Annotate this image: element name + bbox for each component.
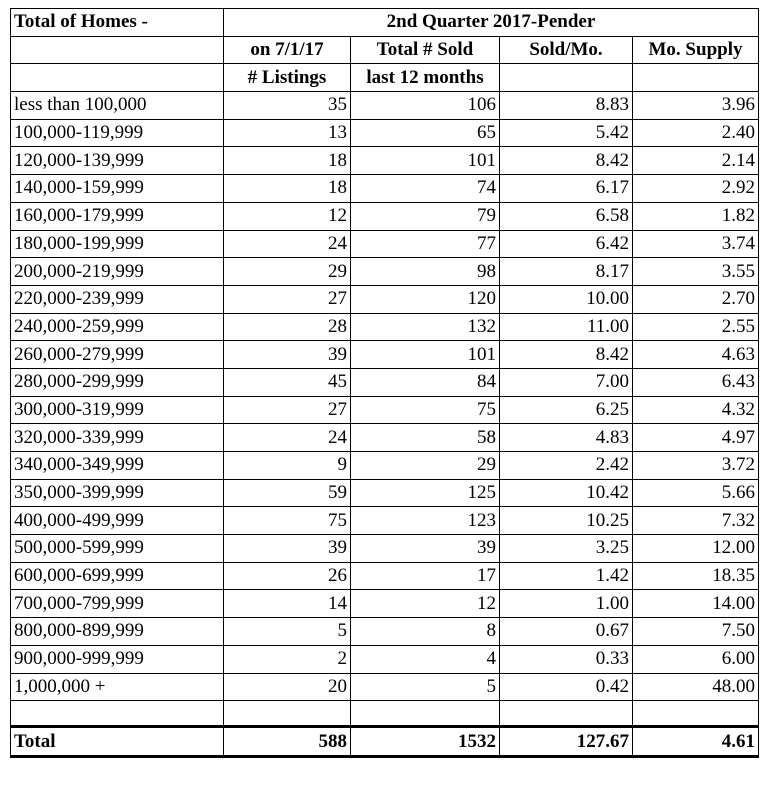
listings-cell: 18 [224, 175, 351, 203]
listings-cell: 2 [224, 645, 351, 673]
month-supply-cell: 7.32 [633, 507, 759, 535]
month-supply-cell: 2.40 [633, 119, 759, 147]
table-row [11, 590, 759, 618]
listings-cell: 13 [224, 119, 351, 147]
table-row [11, 618, 759, 646]
sold-cell: 125 [351, 479, 500, 507]
sold-per-month-cell: 10.42 [500, 479, 633, 507]
table-row [11, 424, 759, 452]
sold-cell: 39 [351, 535, 500, 563]
table-row [11, 230, 759, 258]
listings-cell: 24 [224, 230, 351, 258]
sold-per-month-cell: 6.58 [500, 202, 633, 230]
sold-per-month-cell: 6.17 [500, 175, 633, 203]
sold-per-month-cell: 5.42 [500, 119, 633, 147]
quarter-title: 2nd Quarter 2017-Pender [224, 9, 759, 37]
sold-per-month-cell: 1.42 [500, 562, 633, 590]
month-supply-cell: 6.00 [633, 645, 759, 673]
table-row [11, 673, 759, 701]
col-sold-line2: last 12 months [351, 64, 500, 92]
price-range-cell: 240,000-259,999 [11, 313, 224, 341]
sold-per-month-cell: 0.67 [500, 618, 633, 646]
sold-cell: 29 [351, 452, 500, 480]
sold-cell: 101 [351, 341, 500, 369]
price-range-cell: less than 100,000 [11, 92, 224, 120]
listings-cell: 27 [224, 285, 351, 313]
sold-per-month-cell: 8.83 [500, 92, 633, 120]
price-range-cell: 320,000-339,999 [11, 424, 224, 452]
price-range-cell: 160,000-179,999 [11, 202, 224, 230]
sold-cell: 120 [351, 285, 500, 313]
header-row-1 [11, 9, 759, 37]
blank-cell [11, 701, 224, 727]
sold-per-month-cell: 2.42 [500, 452, 633, 480]
price-range-cell: 1,000,000 + [11, 673, 224, 701]
sold-cell: 106 [351, 92, 500, 120]
month-supply-cell: 12.00 [633, 535, 759, 563]
table-row [11, 175, 759, 203]
listings-cell: 59 [224, 479, 351, 507]
price-range-cell: 700,000-799,999 [11, 590, 224, 618]
price-range-cell: 120,000-139,999 [11, 147, 224, 175]
sold-cell: 58 [351, 424, 500, 452]
table-row [11, 119, 759, 147]
sold-cell: 74 [351, 175, 500, 203]
month-supply-cell: 2.70 [633, 285, 759, 313]
header-blank-cell [11, 36, 224, 64]
table-row [11, 341, 759, 369]
month-supply-cell: 6.43 [633, 368, 759, 396]
month-supply-cell: 2.92 [633, 175, 759, 203]
table-row [11, 479, 759, 507]
sold-per-month-cell: 8.17 [500, 258, 633, 286]
sold-cell: 5 [351, 673, 500, 701]
col-supply: Mo. Supply [633, 36, 759, 64]
header-row-2 [11, 36, 759, 64]
month-supply-cell: 3.72 [633, 452, 759, 480]
price-range-cell: 600,000-699,999 [11, 562, 224, 590]
listings-cell: 24 [224, 424, 351, 452]
price-range-cell: 260,000-279,999 [11, 341, 224, 369]
price-range-cell: 900,000-999,999 [11, 645, 224, 673]
price-range-cell: 280,000-299,999 [11, 368, 224, 396]
sold-per-month-cell: 8.42 [500, 147, 633, 175]
col-listings-line2: # Listings [224, 64, 351, 92]
sold-per-month-cell: 6.25 [500, 396, 633, 424]
price-range-cell: 800,000-899,999 [11, 618, 224, 646]
sold-cell: 75 [351, 396, 500, 424]
sold-per-month-cell: 0.33 [500, 645, 633, 673]
month-supply-cell: 1.82 [633, 202, 759, 230]
table-row [11, 313, 759, 341]
table-row [11, 562, 759, 590]
listings-cell: 14 [224, 590, 351, 618]
sold-per-month-cell: 7.00 [500, 368, 633, 396]
month-supply-cell: 3.96 [633, 92, 759, 120]
table-row [11, 535, 759, 563]
listings-cell: 18 [224, 147, 351, 175]
table-row [11, 258, 759, 286]
month-supply-cell: 7.50 [633, 618, 759, 646]
sold-cell: 77 [351, 230, 500, 258]
sold-per-month-cell: 6.42 [500, 230, 633, 258]
price-range-cell: 140,000-159,999 [11, 175, 224, 203]
blank-cell [351, 701, 500, 727]
month-supply-cell: 5.66 [633, 479, 759, 507]
total-row [11, 727, 759, 757]
sold-cell: 65 [351, 119, 500, 147]
table-row [11, 147, 759, 175]
month-supply-cell: 4.32 [633, 396, 759, 424]
price-range-cell: 500,000-599,999 [11, 535, 224, 563]
blank-cell [633, 701, 759, 727]
table-row [11, 202, 759, 230]
sold-cell: 8 [351, 618, 500, 646]
month-supply-cell: 14.00 [633, 590, 759, 618]
sold-per-month-cell: 0.42 [500, 673, 633, 701]
price-range-cell: 220,000-239,999 [11, 285, 224, 313]
col-sold-mo: Sold/Mo. [500, 36, 633, 64]
listings-cell: 39 [224, 341, 351, 369]
table-row [11, 645, 759, 673]
corner-label: Total of Homes - [11, 9, 224, 37]
total-sold: 1532 [351, 727, 500, 757]
month-supply-cell: 18.35 [633, 562, 759, 590]
price-range-cell: 180,000-199,999 [11, 230, 224, 258]
listings-cell: 12 [224, 202, 351, 230]
header-blank-cell [633, 64, 759, 92]
sold-cell: 17 [351, 562, 500, 590]
price-range-cell: 100,000-119,999 [11, 119, 224, 147]
sold-cell: 79 [351, 202, 500, 230]
homes-sales-table [10, 8, 759, 758]
table-row [11, 92, 759, 120]
sold-cell: 101 [351, 147, 500, 175]
price-range-cell: 200,000-219,999 [11, 258, 224, 286]
sold-cell: 132 [351, 313, 500, 341]
month-supply-cell: 2.55 [633, 313, 759, 341]
blank-cell [500, 701, 633, 727]
month-supply-cell: 3.74 [633, 230, 759, 258]
listings-cell: 20 [224, 673, 351, 701]
listings-cell: 75 [224, 507, 351, 535]
listings-cell: 27 [224, 396, 351, 424]
blank-cell [224, 701, 351, 727]
month-supply-cell: 2.14 [633, 147, 759, 175]
price-range-cell: 350,000-399,999 [11, 479, 224, 507]
col-listings-line1: on 7/1/17 [224, 36, 351, 64]
sold-per-month-cell: 4.83 [500, 424, 633, 452]
sold-cell: 98 [351, 258, 500, 286]
month-supply-cell: 3.55 [633, 258, 759, 286]
listings-cell: 28 [224, 313, 351, 341]
listings-cell: 39 [224, 535, 351, 563]
sold-per-month-cell: 10.25 [500, 507, 633, 535]
table-row [11, 285, 759, 313]
price-range-cell: 400,000-499,999 [11, 507, 224, 535]
col-sold-line1: Total # Sold [351, 36, 500, 64]
header-blank-cell [11, 64, 224, 92]
total-listings: 588 [224, 727, 351, 757]
listings-cell: 45 [224, 368, 351, 396]
table-row [11, 452, 759, 480]
sold-cell: 123 [351, 507, 500, 535]
price-range-cell: 340,000-349,999 [11, 452, 224, 480]
sold-per-month-cell: 1.00 [500, 590, 633, 618]
month-supply-cell: 48.00 [633, 673, 759, 701]
total-month-supply: 4.61 [633, 727, 759, 757]
listings-cell: 29 [224, 258, 351, 286]
table-row [11, 507, 759, 535]
month-supply-cell: 4.63 [633, 341, 759, 369]
listings-cell: 35 [224, 92, 351, 120]
listings-cell: 5 [224, 618, 351, 646]
sold-per-month-cell: 10.00 [500, 285, 633, 313]
total-label: Total [11, 727, 224, 757]
header-blank-cell [500, 64, 633, 92]
sold-cell: 84 [351, 368, 500, 396]
blank-row [11, 701, 759, 727]
total-sold-per-month: 127.67 [500, 727, 633, 757]
sold-per-month-cell: 8.42 [500, 341, 633, 369]
listings-cell: 9 [224, 452, 351, 480]
sold-per-month-cell: 11.00 [500, 313, 633, 341]
sold-cell: 4 [351, 645, 500, 673]
price-range-cell: 300,000-319,999 [11, 396, 224, 424]
table-row [11, 396, 759, 424]
sold-cell: 12 [351, 590, 500, 618]
month-supply-cell: 4.97 [633, 424, 759, 452]
table-row [11, 368, 759, 396]
header-row-3 [11, 64, 759, 92]
listings-cell: 26 [224, 562, 351, 590]
sold-per-month-cell: 3.25 [500, 535, 633, 563]
